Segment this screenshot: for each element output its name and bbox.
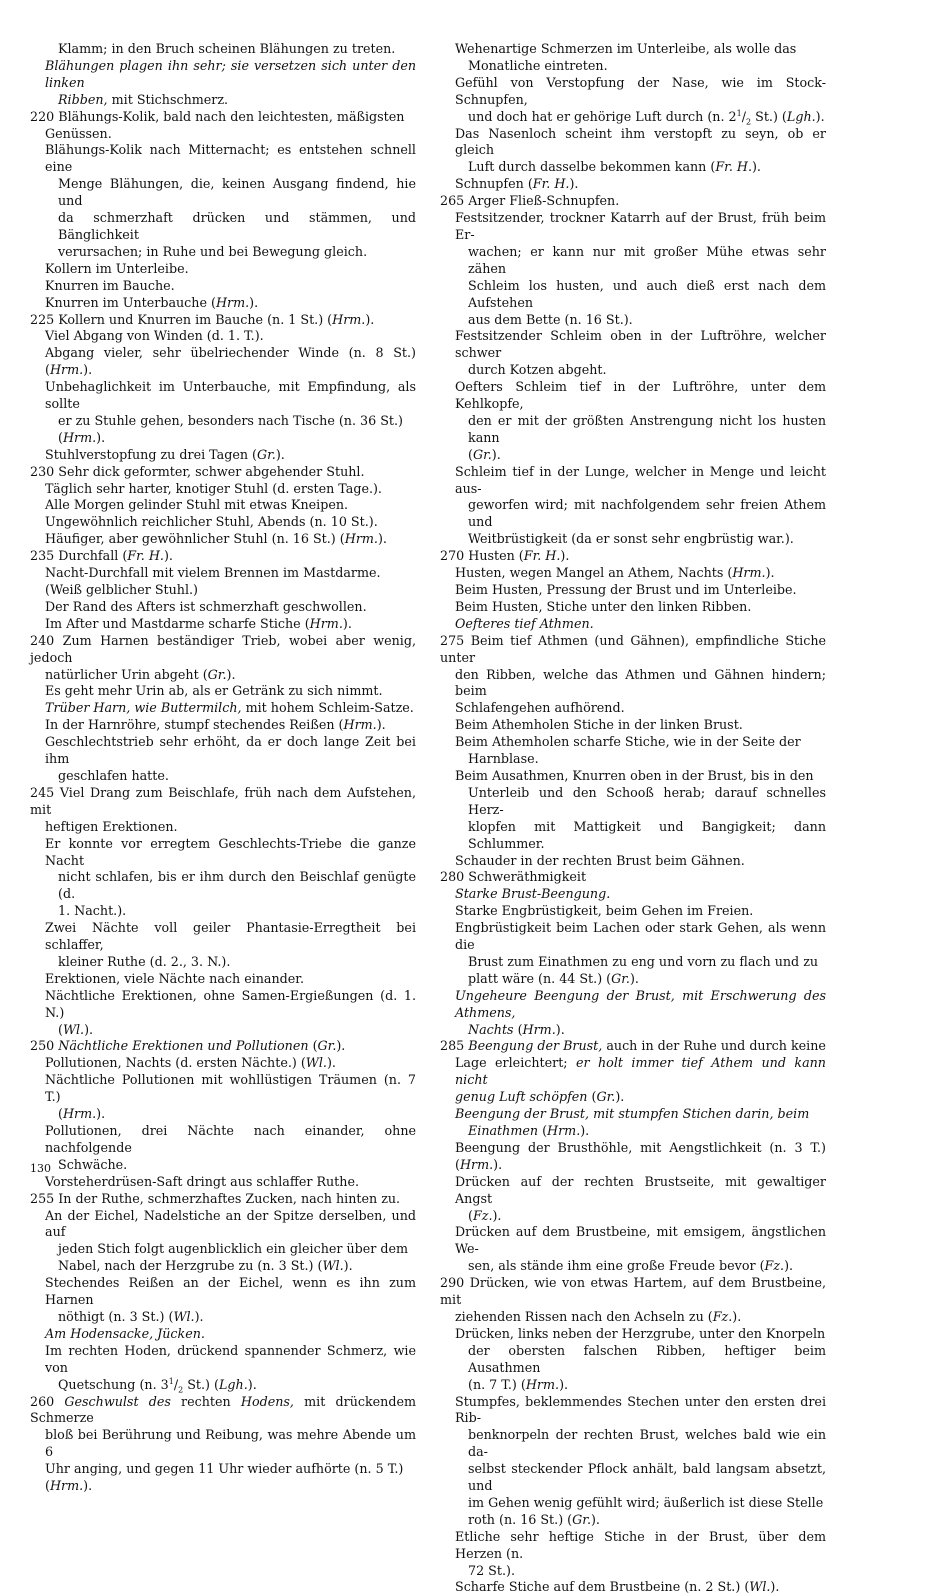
entry-line: Kollern im Unterleibe. <box>45 260 189 276</box>
entry-line: Festsitzender Schleim oben in der Luftröhre, welcher schwer <box>455 328 826 361</box>
entry-line: Uhr anging, und gegen 11 Uhr wieder aufhörte (n. 5 T.) <box>45 1461 404 1477</box>
entry-line: aus dem Bette (n. 16 St.). <box>468 311 633 327</box>
entry-line: 245 Viel Drang zum Beischlafe, früh nach dem Aufstehen, mit <box>30 784 416 817</box>
entry-line: jeden Stich folgt augenblicklich ein gleicher über dem <box>58 1241 409 1257</box>
entry-line: heftigen Erektionen. <box>45 818 178 834</box>
entry-line: der obersten falschen Ribben, heftiger beim Ausathmen <box>468 1342 826 1375</box>
entry-line: den er mit der größten Anstrengung nicht los husten kann <box>468 412 826 445</box>
entry-line: bloß bei Berührung und Reibung, was mehre Abende um 6 <box>45 1427 416 1460</box>
entry-line: Oefters Schleim tief in der Luftröhre, unter dem Kehlkopfe, <box>455 379 826 412</box>
symptom-entry <box>30 717 416 734</box>
symptom-entry <box>440 1579 826 1596</box>
entry-line: nicht schlafen, bis er ihm durch den Beischlaf genügte (d. <box>58 869 416 902</box>
symptom-entry <box>440 379 826 464</box>
entry-line: durch Kotzen abgeht. <box>468 362 607 378</box>
entry-line: 285 Beengung der Brust, auch in der Ruhe und durch keine <box>440 1038 826 1054</box>
entry-line: Drücken auf dem Brustbeine, mit emsigem, ängstlichen We- <box>455 1224 826 1257</box>
entry-line: (Gr.). <box>468 446 501 462</box>
entry-line: selbst steckender Pflock anhält, bald langsam absetzt, und <box>468 1461 826 1494</box>
entry-line: benknorpeln der rechten Brust, welches bald wie ein da- <box>468 1427 826 1460</box>
entry-line: Das Nasenloch scheint ihm verstopft zu seyn, ob er gleich <box>455 125 826 158</box>
entry-line: roth (n. 16 St.) (Gr.). <box>468 1511 600 1527</box>
entry-line: Klamm; in den Bruch scheinen Blähungen zu treten. <box>58 41 396 56</box>
entry-line: Starke Engbrüstigkeit, beim Gehen im Freien. <box>455 903 754 919</box>
entry-line: Stumpfes, beklemmendes Stechen unter den ersten drei Rib- <box>455 1393 826 1426</box>
symptom-entry <box>440 920 826 988</box>
entry-line: Nächtliche Pollutionen mit wohllüstigen Träumen (n. 7 T.) <box>45 1072 416 1105</box>
entry-line: Schleim tief in der Lunge, welcher in Menge und leicht aus- <box>455 463 826 496</box>
entry-line: kleiner Ruthe (d. 2., 3. N.). <box>58 953 231 969</box>
symptom-entry-265 <box>440 193 826 210</box>
entry-line: Pollutionen, Nachts (d. ersten Nächte.) (Wl.). <box>45 1055 336 1071</box>
symptom-entry <box>30 1275 416 1326</box>
entry-line: Täglich sehr harter, knotiger Stuhl (d. ersten Tage.). <box>45 480 382 496</box>
entry-line: Viel Abgang von Winden (d. 1. T.). <box>45 328 264 344</box>
page-number: 130 <box>30 1162 51 1175</box>
entry-line: er zu Stuhle gehen, besonders nach Tische (n. 36 St.) <box>58 412 403 428</box>
entry-line: (Weiß gelblicher Stuhl.) <box>45 582 199 597</box>
symptom-entry-275 <box>440 633 826 718</box>
symptom-entry <box>30 41 416 58</box>
entry-line: Blähungs-Kolik nach Mitternacht; es entstehen schnell eine <box>45 142 416 175</box>
entry-line: Etliche sehr heftige Stiche in der Brust, über dem Herzen (n. <box>455 1528 826 1561</box>
entry-line: 260 Geschwulst des rechten Hodens, mit drückendem Schmerze <box>30 1393 417 1426</box>
entry-line: 290 Drücken, wie von etwas Hartem, auf dem Brustbeine, mit <box>440 1275 826 1308</box>
symptom-entry <box>440 582 826 599</box>
entry-line: (Hrm.). <box>45 1478 93 1494</box>
entry-line: 220 Blähungs-Kolik, bald nach den leichtesten, mäßigsten <box>30 108 405 124</box>
symptom-entry <box>30 1343 416 1394</box>
entry-line: natürlicher Urin abgeht (Gr.). <box>45 666 236 682</box>
entry-line: Husten, wegen Mangel an Athem, Nachts (Hrm.). <box>455 565 775 581</box>
entry-line: Vorsteherdrüsen-Saft dringt aus schlaffer Ruthe. <box>45 1173 359 1189</box>
symptom-entry <box>440 717 826 734</box>
entry-line: Schauder in der rechten Brust beim Gähnen. <box>455 852 745 868</box>
entry-line: Am Hodensacke, Jücken. <box>45 1325 205 1341</box>
entry-line: Beim Ausathmen, Knurren oben in der Brust, bis in den <box>455 767 814 783</box>
entry-line: Beengung der Brust, mit stumpfen Stichen darin, beim <box>455 1106 810 1122</box>
symptom-entry <box>30 971 416 988</box>
symptom-entry <box>440 41 826 75</box>
symptom-entry <box>440 210 826 328</box>
symptom-entry-285 <box>440 1038 826 1106</box>
entry-line: 270 Husten (Fr. H.). <box>440 548 570 564</box>
symptom-entry-290 <box>440 1275 826 1326</box>
entry-line: 265 Arger Fließ-Schnupfen. <box>440 193 620 209</box>
entry-line: Schwäche. <box>58 1156 128 1172</box>
symptom-entry <box>30 988 416 1039</box>
symptom-entry <box>440 75 826 126</box>
entry-line: Nabel, nach der Herzgrube zu (n. 3 St.) (Wl.). <box>58 1258 353 1274</box>
symptom-entry <box>440 1394 826 1529</box>
symptom-entry <box>440 734 826 768</box>
entry-line: 235 Durchfall (Fr. H.). <box>30 548 173 564</box>
symptom-entry <box>30 261 416 278</box>
entry-line: Genüssen. <box>45 125 112 141</box>
entry-line: wachen; er kann nur mit großer Mühe etwas sehr zähen <box>468 243 826 276</box>
symptom-entry-260 <box>30 1394 416 1495</box>
entry-line: 240 Zum Harnen beständiger Trieb, wobei aber wenig, jedoch <box>30 632 416 665</box>
entry-line: Luft durch dasselbe bekommen kann (Fr. H.). <box>468 159 761 175</box>
entry-line: Häufiger, aber gewöhnlicher Stuhl (n. 16 St.) (Hrm.). <box>45 531 387 547</box>
entry-line: genug Luft schöpfen (Gr.). <box>455 1089 625 1105</box>
symptom-entry-225 <box>30 312 416 329</box>
entry-line: und doch hat er gehörige Luft durch (n. $2^1/_2$ St.) (Lgh.). <box>468 108 825 127</box>
entry-line: Es geht mehr Urin ab, als er Getränk zu sich nimmt. <box>45 683 383 699</box>
entry-line: Lage erleichtert; er holt immer tief Athem und kann nicht <box>455 1055 826 1088</box>
symptom-entry <box>440 1224 826 1275</box>
symptom-entry <box>440 328 826 379</box>
entry-line: Stechendes Reißen an der Eichel, wenn es ihn zum Harnen <box>45 1275 416 1308</box>
symptom-entry <box>30 531 416 548</box>
symptom-entry <box>440 599 826 616</box>
entry-line: sen, als stände ihm eine große Freude bevor (Fz.). <box>468 1258 794 1274</box>
symptom-entry <box>440 768 826 853</box>
symptom-entry <box>30 700 416 717</box>
entry-line: Menge Blähungen, die, keinen Ausgang findend, hie und <box>58 176 416 209</box>
entry-line: klopfen mit Mattigkeit und Bangigkeit; dann Schlummer. <box>468 818 826 851</box>
entry-line: 72 St.). <box>468 1562 515 1578</box>
entry-line: Schlafengehen aufhörend. <box>455 700 625 716</box>
entry-line: Monatliche eintreten. <box>468 57 608 73</box>
symptom-entry-230 <box>30 464 416 481</box>
symptom-entry <box>30 328 416 345</box>
symptom-entry <box>30 1055 416 1072</box>
entry-line: (Hrm.). <box>58 1106 106 1122</box>
entry-line: Festsitzender, trockner Katarrh auf der Brust, früh beim Er- <box>455 210 826 242</box>
entry-line: Schnupfen (Fr. H.). <box>455 176 579 192</box>
entry-line: den Ribben, welche das Athmen und Gähnen hindern; beim <box>455 666 826 699</box>
entry-line: Erektionen, viele Nächte nach einander. <box>45 970 305 986</box>
symptom-entry <box>440 886 826 903</box>
entry-line: Starke Brust-Beengung. <box>455 886 611 902</box>
entry-line: Er konnte vor erregtem Geschlechts-Triebe die ganze Nacht <box>45 835 416 868</box>
entry-line: Beengung der Brusthöhle, mit Aengstlichkeit (n. 3 T.) (Hrm.). <box>455 1139 826 1172</box>
entry-line: Abgang vieler, sehr übelriechender Winde (n. 8 St.) (Hrm.). <box>45 345 416 378</box>
symptom-entry <box>30 447 416 464</box>
entry-line: Zwei Nächte voll geiler Phantasie-Erregtheit bei schlaffer, <box>45 920 416 953</box>
entry-line: nöthigt (n. 3 St.) (Wl.). <box>58 1308 204 1324</box>
entry-line: Knurren im Unterbauche (Hrm.). <box>45 294 259 310</box>
symptom-entry-280 <box>440 869 826 886</box>
entry-line: Wehenartige Schmerzen im Unterleibe, als wolle das <box>455 41 797 56</box>
entry-line: Harnblase. <box>468 751 539 767</box>
right-column <box>440 41 826 1596</box>
entry-line: In der Harnröhre, stumpf stechendes Reißen (Hrm.). <box>45 717 386 733</box>
symptom-entry <box>30 599 416 616</box>
symptom-entry <box>440 176 826 193</box>
entry-line: (Wl.). <box>58 1021 94 1037</box>
symptom-entry <box>30 295 416 312</box>
symptom-entry <box>440 616 826 633</box>
entry-line: Unbehaglichkeit im Unterbauche, mit Empfindung, als sollte <box>45 379 416 412</box>
symptom-entry-240 <box>30 633 416 684</box>
entry-line: Einathmen (Hrm.). <box>468 1123 590 1138</box>
left-column <box>30 41 416 1495</box>
symptom-entry <box>30 58 416 109</box>
entry-line: Knurren im Bauche. <box>45 277 175 293</box>
symptom-entry <box>30 514 416 531</box>
symptom-entry-235 <box>30 548 416 565</box>
symptom-entry <box>30 481 416 498</box>
symptom-entry <box>30 345 416 379</box>
entry-line: Engbrüstigkeit beim Lachen oder stark Gehen, als wenn die <box>455 920 826 953</box>
entry-line: 275 Beim tief Athmen (und Gähnen), empfindliche Stiche unter <box>440 632 826 665</box>
entry-line: Pollutionen, drei Nächte nach einander, ohne nachfolgende <box>45 1123 416 1155</box>
symptom-entry <box>440 1326 826 1394</box>
entry-line: Im After und Mastdarme scharfe Stiche (Hrm.). <box>45 615 352 631</box>
entry-line: 280 Schweräthmigkeit <box>440 869 587 885</box>
symptom-entry-270 <box>440 548 826 565</box>
entry-line: im Gehen wenig gefühlt wird; äußerlich ist diese Stelle <box>468 1494 824 1510</box>
symptom-entry <box>30 616 416 633</box>
entry-line: 225 Kollern und Knurren im Bauche (n. 1 St.) (Hrm.). <box>30 311 375 327</box>
entry-line: Quetschung (n. $3^1/_2$ St.) (Lgh.). <box>58 1376 257 1395</box>
entry-line: Geschlechtstrieb sehr erhöht, da er doch lange Zeit bei ihm <box>45 734 416 767</box>
entry-line: Im rechten Hoden, drückend spannender Schmerz, wie von <box>45 1342 416 1375</box>
entry-line: Blähungen plagen ihn sehr; sie versetzen sich unter den linken <box>45 57 416 90</box>
entry-line: Stuhlverstopfung zu drei Tagen (Gr.). <box>45 446 285 462</box>
entry-line: verursachen; in Ruhe und bei Bewegung gleich. <box>58 243 368 259</box>
symptom-entry <box>30 836 416 921</box>
entry-line: Nacht-Durchfall mit vielem Brennen im Mastdarme. <box>45 565 381 581</box>
entry-line: Ungewöhnlich reichlicher Stuhl, Abends (n. 10 St.). <box>45 514 378 530</box>
entry-line: Alle Morgen gelinder Stuhl mit etwas Kneipen. <box>45 497 349 513</box>
entry-line: (Fz.). <box>468 1207 502 1223</box>
symptom-entry <box>440 126 826 177</box>
symptom-entry <box>30 683 416 700</box>
symptom-entry-245 <box>30 785 416 836</box>
symptom-entry <box>440 1106 826 1140</box>
entry-line: 255 In der Ruthe, schmerzhaftes Zucken, nach hinten zu. <box>30 1190 401 1206</box>
entry-line: Drücken, links neben der Herzgrube, unter den Knorpeln <box>455 1325 826 1341</box>
entry-line: platt wäre (n. 44 St.) (Gr.). <box>468 970 639 986</box>
entry-line: Beim Athemholen scharfe Stiche, wie in der Seite der <box>455 734 801 750</box>
entry-line: Scharfe Stiche auf dem Brustbeine (n. 2 St.) (Wl.). <box>455 1579 780 1595</box>
entry-line: Brust zum Einathmen zu eng und vorn zu flach und zu <box>468 953 819 969</box>
entry-line: Drücken auf der rechten Brustseite, mit gewaltiger Angst <box>455 1173 826 1206</box>
symptom-entry <box>30 1326 416 1343</box>
entry-line: Schleim los husten, und auch dieß erst nach dem Aufstehen <box>468 277 826 310</box>
symptom-entry <box>440 853 826 870</box>
entry-line: (n. 7 T.) (Hrm.). <box>468 1376 569 1392</box>
symptom-entry <box>30 1123 416 1174</box>
entry-line: ziehenden Rissen nach den Achseln zu (Fz.). <box>455 1308 742 1324</box>
entry-line: Beim Husten, Pressung der Brust und im Unterleibe. <box>455 582 797 597</box>
symptom-entry-250 <box>30 1038 416 1055</box>
entry-line: (Hrm.). <box>58 429 106 445</box>
symptom-entry <box>440 464 826 549</box>
entry-line: Nächtliche Erektionen, ohne Samen-Ergießungen (d. 1. N.) <box>45 987 416 1020</box>
entry-line: Weitbrüstigkeit (da er sonst sehr engbrüstig war.). <box>468 531 794 547</box>
entry-line: Beim Athemholen Stiche in der linken Brust. <box>455 717 743 733</box>
entry-line: Oefteres tief Athmen. <box>455 615 594 631</box>
symptom-entry <box>30 565 416 599</box>
entry-line: Beim Husten, Stiche unter den linken Ribben. <box>455 598 752 614</box>
entry-line: Gefühl von Verstopfung der Nase, wie im Stock-Schnupfen, <box>455 74 826 107</box>
entry-line: Der Rand des Afters ist schmerzhaft geschwollen. <box>45 598 367 614</box>
symptom-entry <box>30 1174 416 1191</box>
entry-line: Trüber Harn, wie Buttermilch, mit hohem Schleim-Satze. <box>45 700 414 716</box>
entry-line: da schmerzhaft drücken und stämmen, und Bänglichkeit <box>58 210 416 242</box>
symptom-entry <box>440 1529 826 1580</box>
entry-line: An der Eichel, Nadelstiche an der Spitze derselben, und auf <box>45 1207 416 1240</box>
symptom-entry <box>30 920 416 971</box>
symptom-entry <box>30 734 416 785</box>
symptom-entry <box>440 565 826 582</box>
symptom-entry <box>440 988 826 1039</box>
symptom-entry <box>440 1140 826 1174</box>
entry-line: geschlafen hatte. <box>58 767 169 783</box>
symptom-entry <box>30 1072 416 1123</box>
entry-line: Unterleib und den Schooß herab; darauf schnelles Herz- <box>468 784 826 817</box>
symptom-entry <box>30 497 416 514</box>
entry-line: Ribben, mit Stichschmerz. <box>58 91 229 107</box>
entry-line: Ungeheure Beengung der Brust, mit Erschwerung des Athmens, <box>455 987 826 1020</box>
entry-line: 250 Nächtliche Erektionen und Pollutionen (Gr.). <box>30 1038 346 1054</box>
symptom-entry <box>30 1208 416 1276</box>
symptom-entry <box>440 903 826 920</box>
symptom-entry-255 <box>30 1191 416 1208</box>
symptom-entry <box>440 1174 826 1225</box>
entry-line: geworfen wird; mit nachfolgendem sehr freien Athem und <box>468 497 826 530</box>
symptom-entry <box>30 278 416 295</box>
entry-line: Nachts (Hrm.). <box>468 1021 565 1037</box>
symptom-entry <box>30 142 416 260</box>
symptom-entry <box>30 379 416 447</box>
entry-line: 1. Nacht.). <box>58 903 127 919</box>
symptom-entry-220 <box>30 109 416 143</box>
entry-line: 230 Sehr dick geformter, schwer abgehender Stuhl. <box>30 463 365 479</box>
